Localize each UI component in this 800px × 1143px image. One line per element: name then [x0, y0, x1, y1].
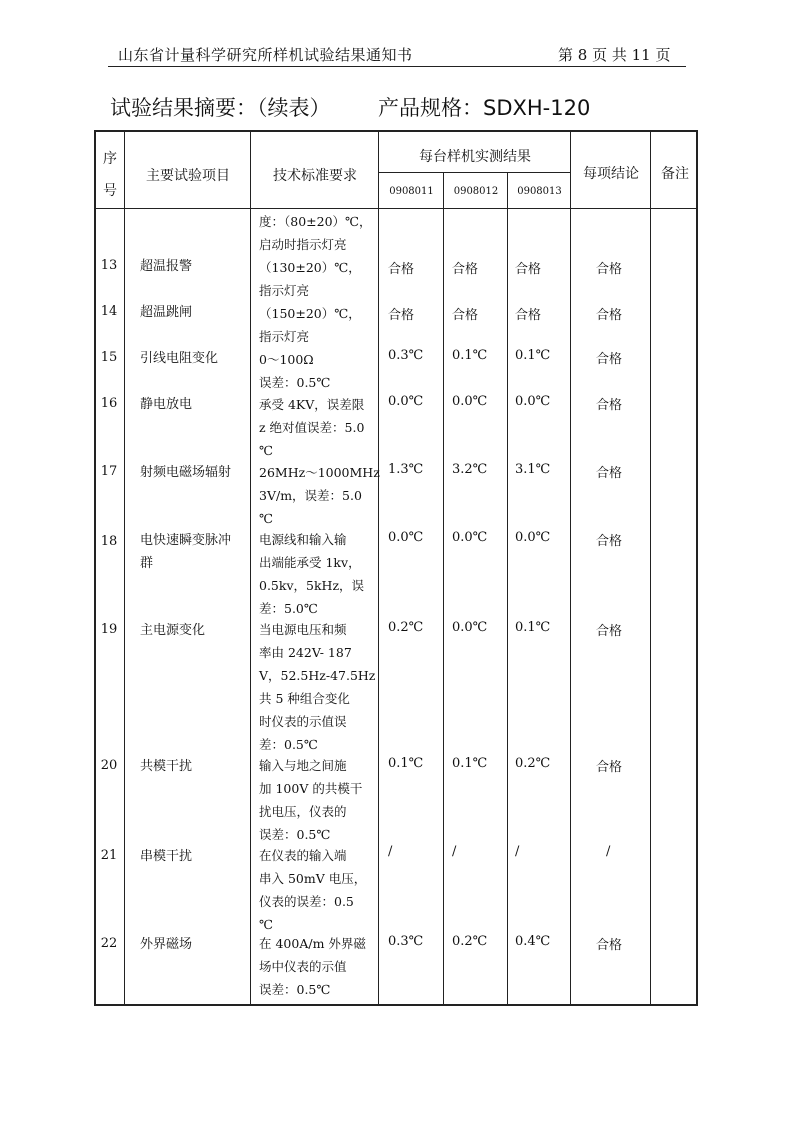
result-cell: 合格: [388, 308, 415, 323]
result-cell: /: [388, 844, 393, 859]
conclusion-cell: 合格: [596, 534, 623, 549]
row-item: 电快速瞬变脉冲 群: [140, 533, 232, 571]
row-standard: 输入与地之间施 加 100V 的共模干 扰电压，仪表的 误差：0.5℃: [259, 758, 363, 842]
row-number: 20: [100, 758, 118, 773]
row-standard: 0～100Ω 误差：0.5℃: [259, 352, 331, 390]
result-cell: 合格: [515, 262, 542, 277]
result-cell: 0.0℃: [388, 530, 424, 545]
result-cell: 0.3℃: [388, 934, 424, 949]
row-item: 引线电阻变化: [140, 351, 219, 366]
header-sample-id: 0908013: [517, 186, 562, 197]
row-item: 外界磁场: [140, 937, 193, 952]
header-sample-id: 0908011: [389, 186, 434, 197]
row-item: 射频电磁场辐射: [140, 465, 232, 480]
col-divider: [378, 130, 379, 1006]
result-cell: 0.3℃: [388, 348, 424, 363]
row-number: 13: [100, 258, 118, 273]
col-divider: [250, 130, 251, 1006]
header-seq-top: 序: [103, 151, 117, 167]
header-conclusion: 每项结论: [583, 166, 639, 182]
result-cell: 3.1℃: [515, 462, 551, 477]
result-cell: 3.2℃: [452, 462, 488, 477]
row-standard: （150±20）℃， 指示灯亮: [259, 306, 361, 344]
header-sample-id: 0908012: [453, 186, 499, 197]
conclusion-cell: 合格: [596, 308, 623, 323]
row-number: 21: [100, 848, 118, 863]
result-cell: 0.1℃: [452, 348, 488, 363]
result-cell: 1.3℃: [388, 462, 424, 477]
result-cell: 0.2℃: [388, 620, 424, 635]
col-divider: [507, 172, 508, 1006]
result-cell: 0.1℃: [452, 756, 488, 771]
col-divider: [124, 130, 125, 1006]
page-number: 第 8 页 共 11 页: [558, 46, 671, 64]
conclusion-cell: 合格: [596, 624, 623, 639]
row-standard: （130±20）℃， 指示灯亮: [259, 260, 361, 298]
col-divider: [443, 172, 444, 1006]
result-cell: /: [515, 844, 520, 859]
document-title: 山东省计量科学研究所样机试验结果通知书: [118, 46, 413, 64]
conclusion-cell: 合格: [596, 352, 623, 367]
row-item: 超温跳闸: [140, 305, 193, 320]
row-standard: 在 400A/m 外界磁 场中仪表的示值 误差：0.5℃: [259, 936, 366, 997]
result-cell: 合格: [452, 262, 479, 277]
row-item: 主电源变化: [140, 623, 206, 638]
result-cell: 合格: [452, 308, 479, 323]
result-cell: 0.0℃: [515, 394, 551, 409]
row-number: 17: [100, 464, 118, 479]
result-cell: 0.0℃: [452, 620, 488, 635]
row-number: 15: [100, 350, 118, 365]
row-standard: 26MHz～1000MHz 3V/m，误差：5.0 ℃: [259, 465, 380, 526]
conclusion-cell: 合格: [596, 398, 623, 413]
header-standard: 技术标准要求: [273, 168, 357, 184]
result-cell: 0.0℃: [452, 530, 488, 545]
row-standard: 在仪表的输入端 串入 50mV 电压， 仪表的误差：0.5 ℃: [259, 848, 367, 932]
row-number: 22: [100, 936, 118, 951]
col-divider: [650, 130, 651, 1006]
header-remarks: 备注: [661, 166, 689, 182]
row-standard: 承受 4KV，误差限 z 绝对值误差：5.0 ℃: [259, 397, 365, 458]
summary-title: 试验结果摘要：（续表）: [110, 96, 331, 120]
result-cell: 0.4℃: [515, 934, 551, 949]
result-cell: /: [452, 844, 457, 859]
result-cell: 0.0℃: [452, 394, 488, 409]
result-cell: 0.1℃: [515, 620, 551, 635]
row-number: 18: [100, 534, 118, 549]
result-cell: 合格: [388, 262, 415, 277]
row-item: 共模干扰: [140, 759, 193, 774]
header-sub-rule: [378, 172, 570, 173]
conclusion-cell: 合格: [596, 466, 623, 481]
std-continued: 度：（80±20）℃， 启动时指示灯亮: [259, 214, 372, 252]
row-standard: 当电源电压和频 率由 242V- 187 V，52.5Hz-47.5Hz 共 5 种组合变化 时仪表的示值误 差：0.5℃: [259, 622, 376, 752]
row-item: 串模干扰: [140, 849, 193, 864]
result-cell: 0.0℃: [388, 394, 424, 409]
row-standard: 电源线和输入输 出端能承受 1kv， 0.5kv，5kHz，误 差：5.0℃: [259, 532, 365, 616]
result-cell: 合格: [515, 308, 542, 323]
conclusion-cell: 合格: [596, 262, 623, 277]
result-cell: 0.1℃: [388, 756, 424, 771]
row-item: 静电放电: [140, 397, 193, 412]
row-number: 19: [100, 622, 118, 637]
conclusion-cell: 合格: [596, 938, 623, 953]
header-bottom-rule: [94, 208, 698, 209]
col-divider: [570, 130, 571, 1006]
conclusion-cell: 合格: [596, 760, 623, 775]
result-cell: 0.1℃: [515, 348, 551, 363]
row-item: 超温报警: [140, 259, 193, 274]
header-item: 主要试验项目: [146, 168, 230, 184]
header-rule: [108, 66, 686, 67]
result-cell: 0.0℃: [515, 530, 551, 545]
header-results: 每台样机实测结果: [419, 149, 531, 165]
result-cell: 0.2℃: [452, 934, 488, 949]
result-cell: 0.2℃: [515, 756, 551, 771]
header-seq-bottom: 号: [103, 183, 117, 199]
conclusion-cell: /: [606, 844, 611, 859]
row-number: 14: [100, 304, 118, 319]
row-number: 16: [100, 396, 118, 411]
product-spec: 产品规格：SDXH-120: [378, 96, 591, 120]
